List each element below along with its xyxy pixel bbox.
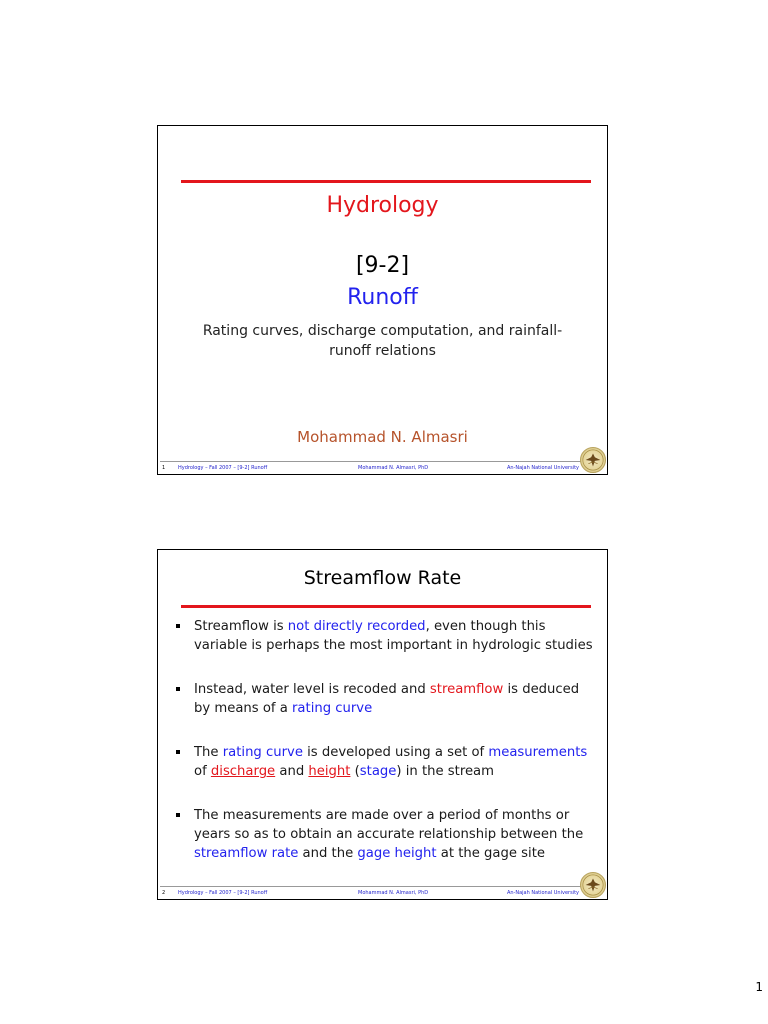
bullet-text: is deduced by means of a <box>194 682 580 716</box>
footer-university: An-Najah National University <box>506 890 579 896</box>
bullet-text: of <box>194 764 211 779</box>
bullet-marker <box>176 687 180 691</box>
subtitle-line-1: Rating curves, discharge computation, and rainfall- <box>202 323 563 339</box>
bullet-text: and <box>275 764 309 779</box>
bullet-item <box>176 617 593 655</box>
footer-author: Mohammad N. Almasri, PhD <box>358 890 429 896</box>
footer-slide-number: 1 <box>162 465 166 471</box>
bullet-text: The measurements are made over a period of months or years so as to obtain an accurate relationship between the <box>194 808 584 842</box>
bullet-text: , even though this variable is perhaps the most important in hydrologic studies <box>194 619 593 653</box>
bullet-text: ) in the stream <box>396 764 494 779</box>
bullet-list <box>176 617 593 863</box>
title-rule <box>181 605 591 608</box>
author-name: Mohammad N. Almasri <box>297 428 468 446</box>
title-rule <box>181 180 591 183</box>
footer-divider <box>160 886 605 887</box>
slide-1 <box>157 125 608 475</box>
bullet-text: Instead, water level is recoded and <box>194 682 430 697</box>
slide-footer <box>162 888 579 898</box>
highlight-text: rating curve <box>222 745 303 760</box>
slide-title: Hydrology <box>326 193 439 218</box>
bullet-marker <box>176 624 180 628</box>
university-seal-icon <box>580 447 606 473</box>
bullet-text: at the gage site <box>436 846 545 861</box>
bullet-text: is developed using a set of <box>302 745 489 760</box>
bullet-text: and the <box>298 846 358 861</box>
bullet-item <box>176 806 593 863</box>
highlight-text: height <box>308 764 351 779</box>
university-seal-icon <box>580 872 606 898</box>
footer-course: Hydrology – Fall 2007 – [9-2] Runoff <box>178 890 268 896</box>
slide-footer <box>162 463 579 473</box>
highlight-text: streamflow <box>429 682 504 697</box>
highlight-text: stage <box>359 764 397 779</box>
lecture-number: [9-2] <box>355 253 410 278</box>
bullet-text: The <box>194 745 223 760</box>
highlight-text: gage height <box>357 846 437 861</box>
footer-slide-number: 2 <box>162 890 166 896</box>
footer-divider <box>160 461 605 462</box>
slide-2 <box>157 549 608 900</box>
bullet-item <box>176 743 593 781</box>
footer-author: Mohammad N. Almasri, PhD <box>358 465 429 471</box>
lecture-subtitle <box>178 321 587 361</box>
bullet-marker <box>176 750 180 754</box>
bullet-item <box>176 680 593 718</box>
lecture-topic: Runoff <box>347 285 418 310</box>
footer-course: Hydrology – Fall 2007 – [9-2] Runoff <box>178 465 268 471</box>
highlight-text: streamflow rate <box>194 846 299 861</box>
bullet-marker <box>176 813 180 817</box>
subtitle-line-2: runoff relations <box>329 343 436 359</box>
bullet-text: ( <box>350 764 360 779</box>
highlight-text: measurements <box>488 745 588 760</box>
highlight-text: rating curve <box>292 701 373 716</box>
bullet-text: Streamflow is <box>194 619 288 634</box>
page-number: 1 <box>755 980 763 994</box>
slide-title: Streamflow Rate <box>303 567 462 589</box>
footer-university: An-Najah National University <box>506 465 579 471</box>
highlight-text: not directly recorded <box>287 619 426 634</box>
highlight-text: discharge <box>210 764 276 779</box>
